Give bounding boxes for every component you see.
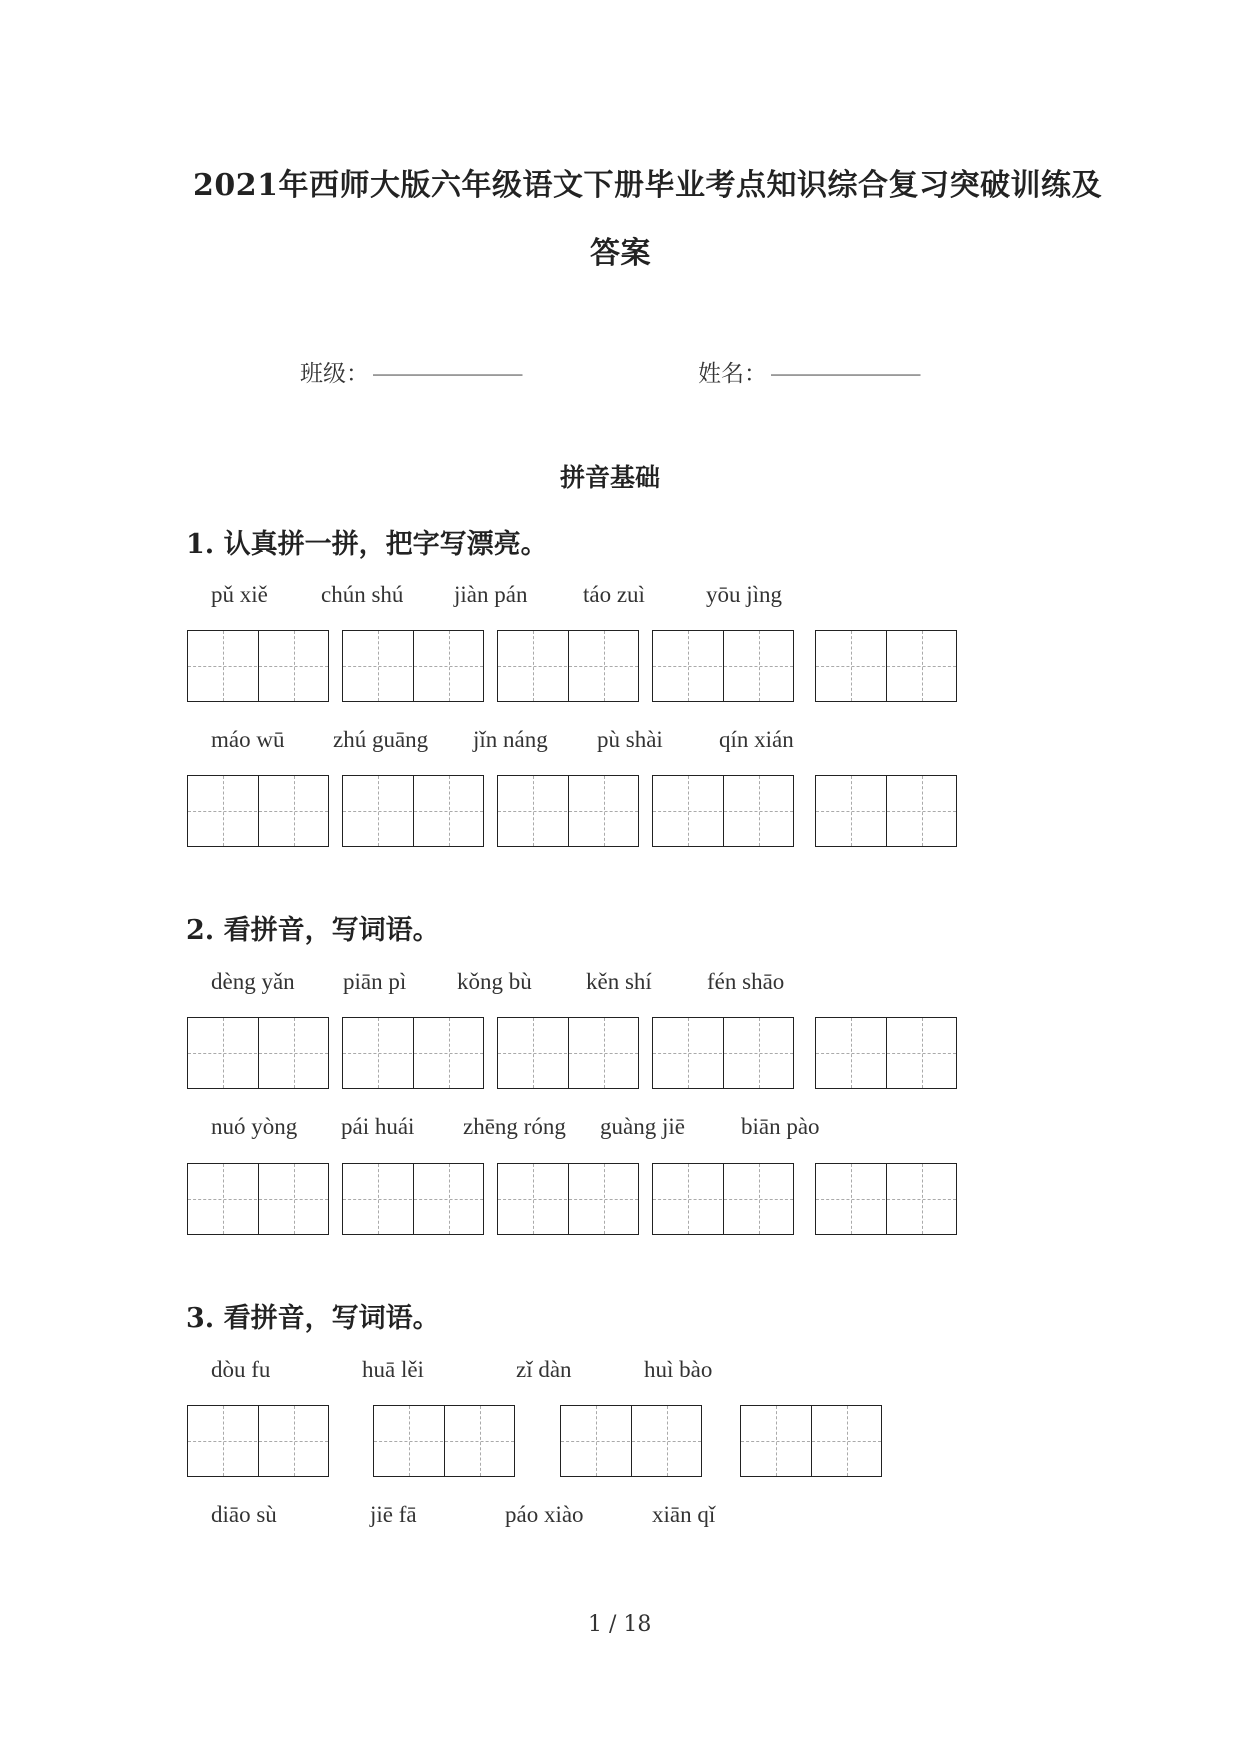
writing-grid-box[interactable] (187, 1163, 329, 1235)
grid-guide-horizontal (343, 811, 483, 812)
grid-guide-horizontal (188, 1199, 328, 1200)
grid-guide-horizontal (188, 666, 328, 667)
pinyin-label: táo zuì (583, 582, 645, 607)
writing-grid-box[interactable] (815, 630, 957, 702)
writing-grid-box[interactable] (187, 630, 329, 702)
writing-grid-box[interactable] (342, 1163, 484, 1235)
grid-guide-horizontal (343, 1053, 483, 1054)
document-title-line1: 2021年西师大版六年级语文下册毕业考点知识综合复习突破训练及 (193, 168, 1102, 203)
writing-grid-box[interactable] (497, 630, 639, 702)
writing-grid-box[interactable] (342, 630, 484, 702)
pinyin-label: zǐ dàn (516, 1357, 572, 1382)
pinyin-label: kěn shí (586, 969, 652, 994)
writing-grid-box[interactable] (652, 630, 794, 702)
grid-guide-horizontal (653, 1053, 793, 1054)
writing-grid-box[interactable] (652, 1163, 794, 1235)
writing-grid-box[interactable] (740, 1405, 882, 1477)
grid-guide-horizontal (816, 666, 956, 667)
writing-grid-box[interactable] (815, 1017, 957, 1089)
pinyin-label: dèng yǎn (211, 969, 295, 994)
pinyin-label: zhú guāng (333, 727, 429, 752)
document-title-line2: 答案 (590, 236, 651, 271)
writing-grid-box[interactable] (373, 1405, 515, 1477)
section-heading: 拼音基础 (560, 463, 661, 492)
writing-grid-box[interactable] (652, 775, 794, 847)
grid-guide-horizontal (816, 811, 956, 812)
pinyin-label: pù shài (597, 727, 663, 752)
writing-grid-box[interactable] (560, 1405, 702, 1477)
pinyin-label: guàng jiē (600, 1114, 685, 1139)
grid-guide-horizontal (498, 811, 638, 812)
writing-grid-box[interactable] (342, 1017, 484, 1089)
pinyin-label: xiān qǐ (652, 1502, 716, 1527)
writing-grid-box[interactable] (497, 1163, 639, 1235)
writing-grid-box[interactable] (187, 775, 329, 847)
pinyin-label: jǐn náng (473, 727, 548, 752)
pinyin-label: huā lěi (362, 1357, 424, 1382)
grid-guide-horizontal (653, 666, 793, 667)
pinyin-label: qín xián (719, 727, 794, 752)
pinyin-label: páo xiào (505, 1502, 584, 1527)
pinyin-label: biān pào (741, 1114, 820, 1139)
name-label: 姓名： (698, 361, 767, 387)
writing-grid-box[interactable] (497, 1017, 639, 1089)
pinyin-label: kǒng bù (457, 969, 532, 994)
pinyin-label: nuó yòng (211, 1114, 298, 1139)
pinyin-label: piān pì (343, 969, 407, 994)
pinyin-label: zhēng róng (463, 1114, 566, 1139)
grid-guide-horizontal (816, 1199, 956, 1200)
question-2-title: 2. 看拼音，写词语。 (186, 915, 440, 946)
pinyin-label: pǔ xiě (211, 582, 268, 607)
pinyin-label: jiē fā (370, 1502, 417, 1527)
pinyin-label: dòu fu (211, 1357, 271, 1382)
grid-guide-horizontal (188, 1053, 328, 1054)
writing-grid-box[interactable] (497, 775, 639, 847)
class-blank: _____________ (373, 350, 523, 376)
pinyin-label: jiàn pán (454, 582, 528, 607)
grid-guide-horizontal (188, 1441, 328, 1442)
writing-grid-box[interactable] (815, 1163, 957, 1235)
grid-guide-horizontal (741, 1441, 881, 1442)
grid-guide-horizontal (343, 666, 483, 667)
grid-guide-horizontal (498, 1199, 638, 1200)
grid-guide-horizontal (653, 1199, 793, 1200)
page-number: 1 / 18 (588, 1612, 652, 1637)
grid-guide-horizontal (653, 811, 793, 812)
grid-guide-horizontal (343, 1199, 483, 1200)
writing-grid-box[interactable] (652, 1017, 794, 1089)
pinyin-label: máo wū (211, 727, 285, 752)
grid-guide-horizontal (816, 1053, 956, 1054)
question-3-title: 3. 看拼音，写词语。 (186, 1303, 440, 1334)
class-label: 班级： (300, 361, 369, 387)
grid-guide-horizontal (498, 666, 638, 667)
writing-grid-box[interactable] (187, 1017, 329, 1089)
pinyin-label: chún shú (321, 582, 404, 607)
grid-guide-horizontal (188, 811, 328, 812)
grid-guide-horizontal (561, 1441, 701, 1442)
question-1-title: 1. 认真拼一拼，把字写漂亮。 (186, 529, 548, 560)
pinyin-label: pái huái (341, 1114, 415, 1139)
writing-grid-box[interactable] (187, 1405, 329, 1477)
pinyin-label: fén shāo (707, 969, 785, 994)
pinyin-label: huì bào (644, 1357, 713, 1382)
pinyin-label: yōu jìng (706, 582, 783, 607)
name-blank: _____________ (771, 350, 921, 376)
pinyin-label: diāo sù (211, 1502, 277, 1527)
grid-guide-horizontal (374, 1441, 514, 1442)
grid-guide-horizontal (498, 1053, 638, 1054)
writing-grid-box[interactable] (815, 775, 957, 847)
writing-grid-box[interactable] (342, 775, 484, 847)
